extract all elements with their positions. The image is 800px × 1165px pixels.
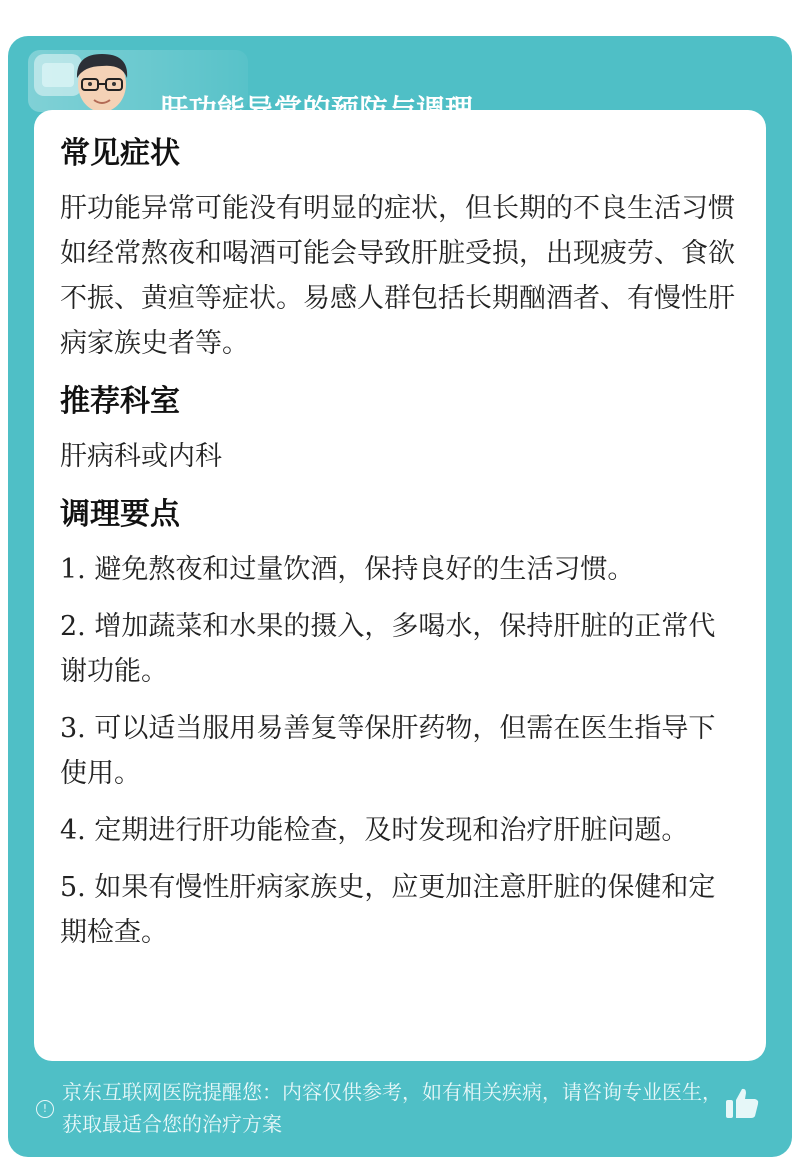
symptoms-body: 肝功能异常可能没有明显的症状，但长期的不良生活习惯如经常熬夜和喝酒可能会导致肝脏受损，出现疲劳、食欲不振、黄疸等症状。易感人群包括长期酗酒者、有慢性肝病家族史者等。 bbox=[60, 193, 735, 359]
list-item: 3. 可以适当服用易善复等保肝药物，但需在医生指导下使用。 bbox=[60, 713, 716, 789]
footer bbox=[36, 1076, 736, 1140]
thumbs-up-icon[interactable] bbox=[724, 1086, 760, 1120]
list-item: 5. 如果有慢性肝病家族史，应更加注意肝脏的保健和定期检查。 bbox=[60, 872, 716, 948]
department-body: 肝病科或内科 bbox=[60, 441, 222, 472]
care-title: 调理要点 bbox=[60, 497, 180, 532]
department-title: 推荐科室 bbox=[60, 384, 180, 419]
symptoms-title: 常见症状 bbox=[60, 136, 180, 171]
info-icon: ! bbox=[36, 1100, 54, 1118]
list-item: 1. 避免熬夜和过量饮酒，保持良好的生活习惯。 bbox=[60, 554, 635, 585]
content-card bbox=[34, 110, 766, 1061]
list-item: 2. 增加蔬菜和水果的摄入，多喝水，保持肝脏的正常代谢功能。 bbox=[60, 611, 716, 687]
disclaimer-text: 京东互联网医院提醒您：内容仅供参考，如有相关疾病，请咨询专业医生，获取最适合您的治疗方案 bbox=[62, 1080, 722, 1136]
care-list bbox=[60, 547, 740, 955]
list-item: 4. 定期进行肝功能检查，及时发现和治疗肝脏问题。 bbox=[60, 815, 689, 846]
